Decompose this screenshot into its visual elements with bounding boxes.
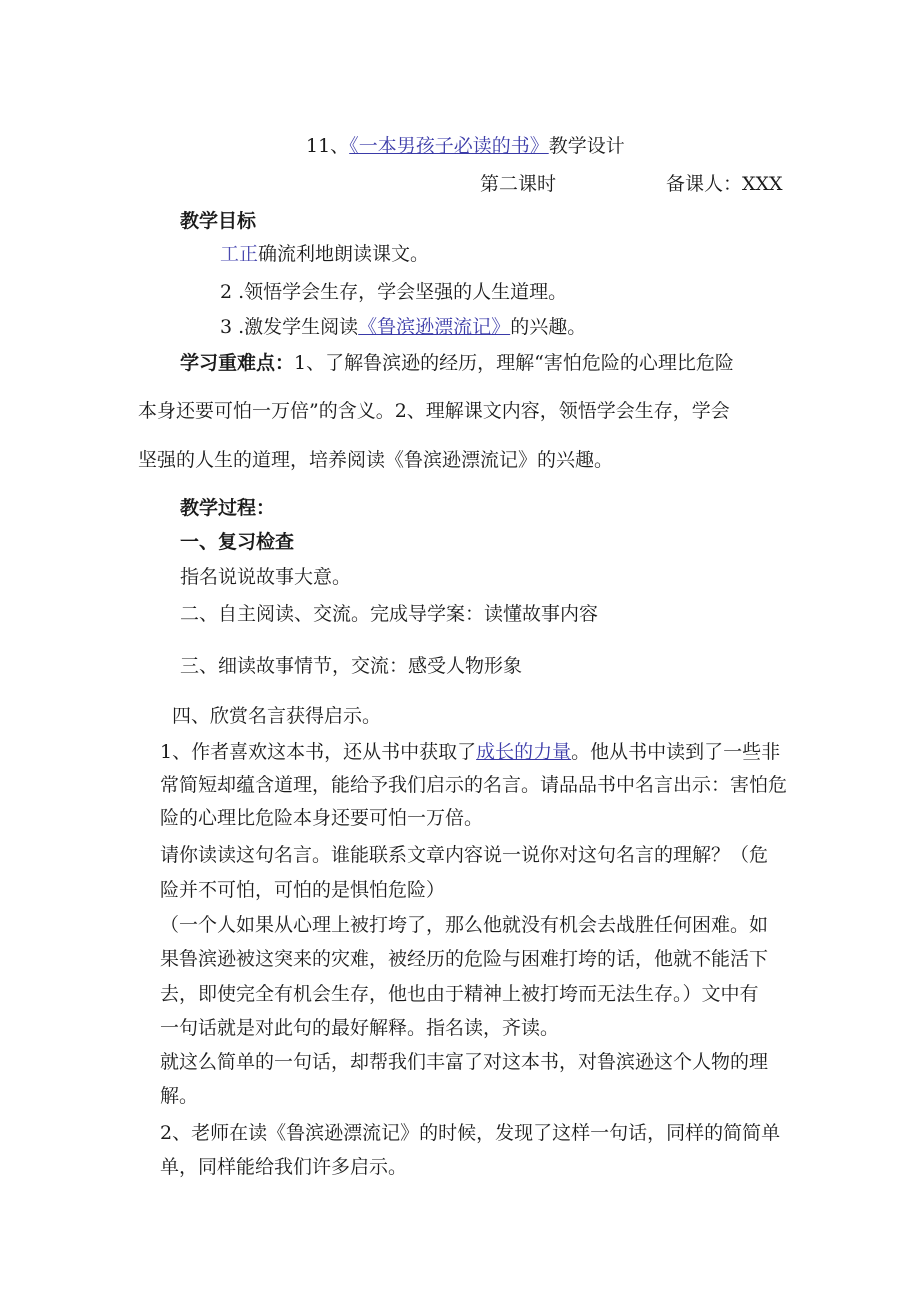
title-book-link[interactable]: 《一本男孩子必读的书》: [349, 135, 549, 157]
para2-line-1: 2、老师在读《鲁滨逊漂流记》的时候，发现了这样一句话，同样的简简单: [160, 1122, 781, 1144]
doc-title: [306, 134, 625, 158]
para2-line-2: 单，同样能给我们许多启示。: [160, 1156, 408, 1178]
key-points-line-3: 坚强的人生的道理，培养阅读《鲁滨逊漂流记》的兴趣。: [138, 449, 614, 471]
title-suffix: 教学设计: [548, 135, 625, 157]
para1-line-5: 险并不可怕，可怕的是惧怕危险）: [160, 879, 446, 901]
para1-line-4: 请你读读这句名言。谁能联系文章内容说一说你对这句名言的理解？（危: [160, 844, 769, 866]
para1-line-10: 就这么简单的一句话，却帮我们丰富了对这本书，对鲁滨逊这个人物的理: [160, 1051, 769, 1073]
step-1-heading: 一、复习检查: [180, 531, 295, 553]
para1-line-1: [160, 740, 780, 764]
para1-line-3: 险的心理比危险本身还要可怕一万倍。: [160, 807, 484, 829]
key-points-text-1: 1、了解鲁滨逊的经历，理解“害怕危险的心理比危险: [294, 352, 734, 374]
step-2-heading: 二、自主阅读、交流。完成导学案：读懂故事内容: [180, 603, 599, 625]
key-points-label: 学习重难点：: [180, 352, 295, 374]
objective-1-prefix: 工正: [220, 243, 259, 265]
process-heading: 教学过程：: [180, 497, 276, 519]
para1-line-6: （一个人如果从心理上被打垮了，那么他就没有机会去战胜任何困难。如: [160, 914, 769, 936]
step-4-heading: 四、欣赏名言获得启示。: [172, 705, 382, 727]
step-1-text: 指名说说故事大意。: [180, 566, 352, 588]
para1-line-2: 常简短却蕴含道理，能给予我们启示的名言。请品品书中名言出示：害怕危: [160, 774, 788, 796]
objective-1: [220, 242, 429, 266]
para1-line-8: 去，即使完全有机会生存，他也由于精神上被打垮而无法生存。）文中有: [160, 983, 759, 1005]
objectives-heading: 教学目标: [180, 210, 257, 232]
objective-2: 2 .领悟学会生存，学会坚强的人生道理。: [220, 281, 568, 303]
para1-line-1-post: 。他从书中读到了一些非: [571, 741, 781, 763]
key-points-line-2: 本身还要可怕一万倍”的含义。2、理解课文内容，领悟学会生存，学会: [138, 400, 730, 422]
para1-line-7: 果鲁滨逊被这突来的灾难，被经历的危险与困难打垮的话，他就不能活下: [160, 948, 769, 970]
objective-3-suffix: 的兴趣。: [510, 316, 587, 338]
lesson-label: 第二课时: [480, 173, 557, 195]
growth-power-link[interactable]: 成长的力量: [476, 741, 572, 763]
para1-line-1-pre: 1、作者喜欢这本书，还从书中获取了: [160, 741, 477, 763]
objective-3-book-link[interactable]: 《鲁滨逊漂流记》: [358, 316, 511, 338]
para1-line-9: 一句话就是对此句的最好解释。指名读，齐读。: [160, 1017, 560, 1039]
objective-1-text: 确流利地朗读课文。: [258, 243, 430, 265]
step-3-heading: 三、细读故事情节，交流：感受人物形象: [180, 655, 523, 677]
objective-3: [220, 315, 586, 339]
title-number: 11、: [306, 135, 350, 157]
author-label: 备课人：XXX: [666, 173, 783, 195]
key-points-line-1: [180, 351, 734, 375]
objective-3-prefix: 3 .激发学生阅读: [220, 316, 359, 338]
para1-line-11: 解。: [160, 1085, 199, 1107]
